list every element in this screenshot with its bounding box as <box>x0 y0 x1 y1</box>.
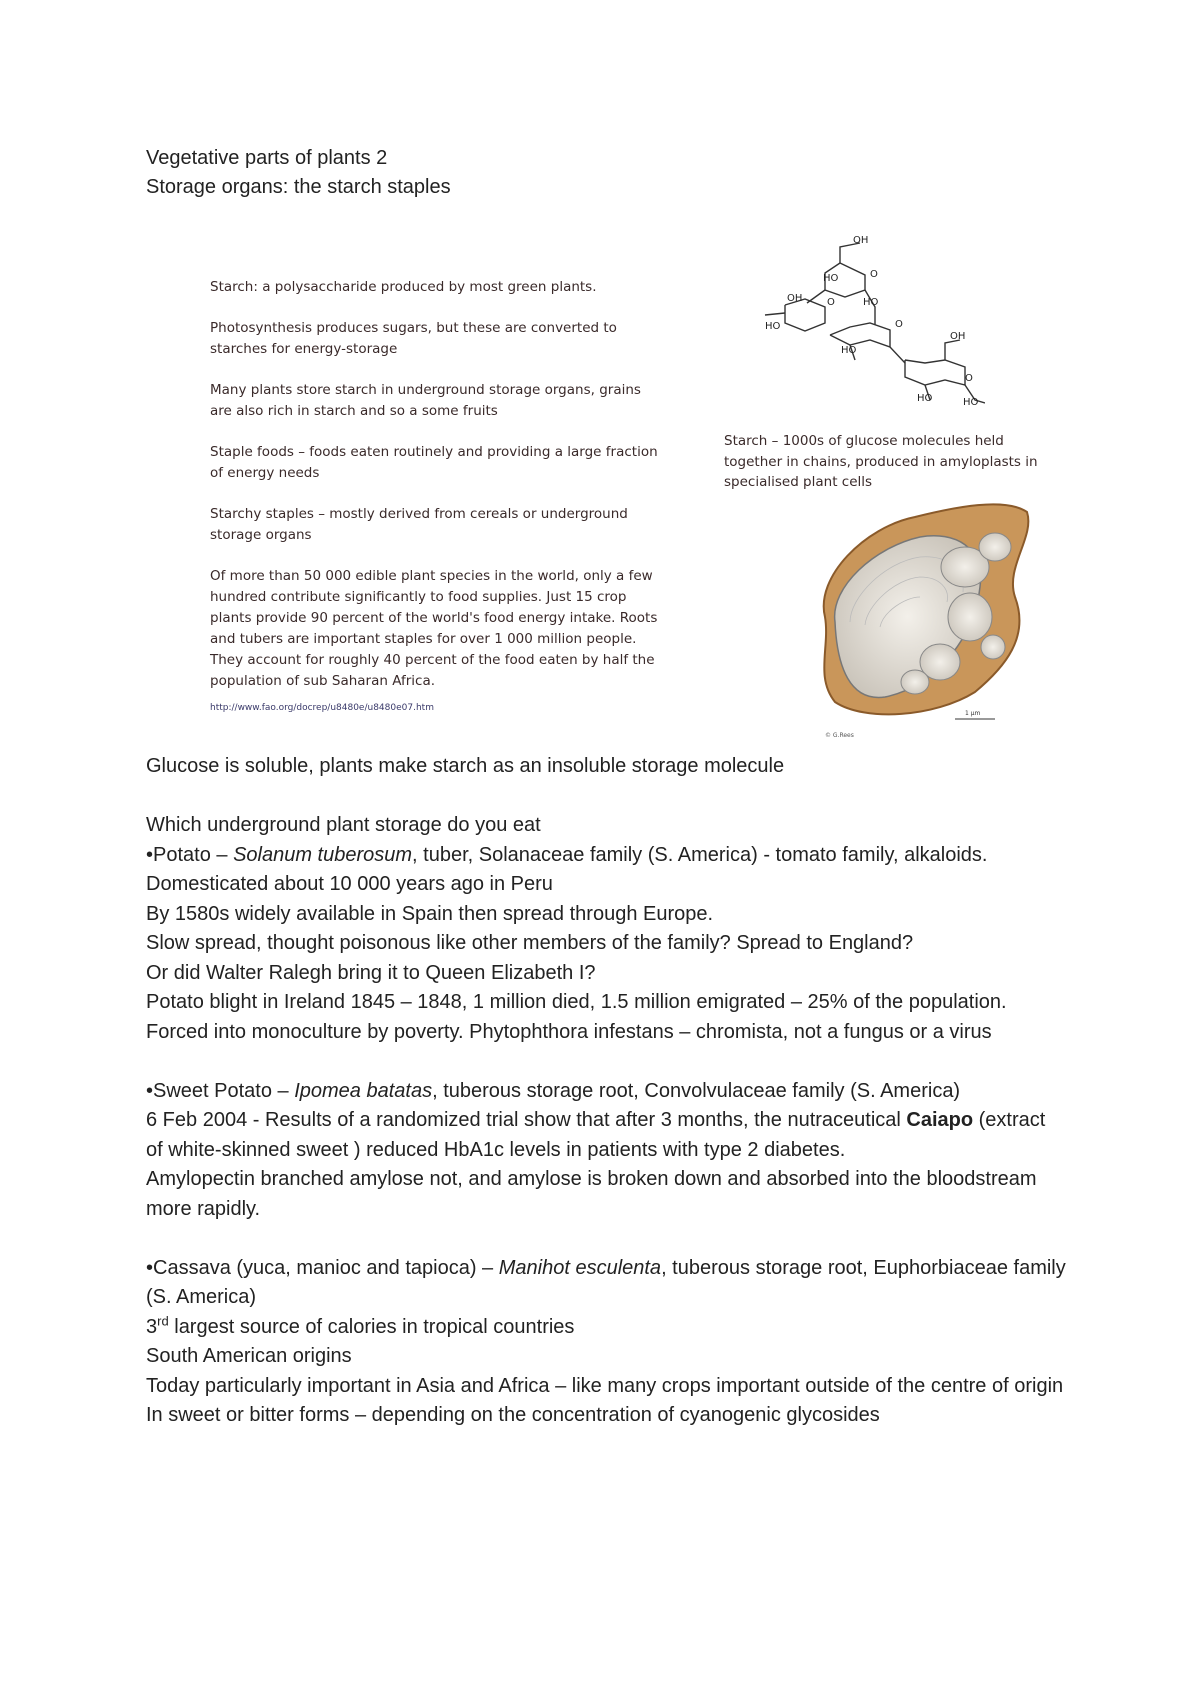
potato-line: Or did Walter Ralegh bring it to Queen Elizabeth I? <box>146 961 596 984</box>
embedded-slide-figure <box>200 235 1080 745</box>
mol-label-ho: HO <box>963 397 979 408</box>
body-text <box>146 752 1066 1431</box>
mol-label-oh: OH <box>787 293 803 304</box>
sweet-potato-prefix: •Sweet Potato – <box>146 1079 295 1102</box>
mol-label-ho: HO <box>917 393 933 404</box>
mol-label-oh: OH <box>950 331 966 342</box>
cassava-third-line <box>146 1313 1066 1343</box>
glucose-line: Glucose is soluble, plants make starch as an insoluble storage molecule <box>146 755 785 777</box>
slide-bullet: Photosynthesis produces sugars, but these are converted to starches for energy-storage <box>210 320 617 357</box>
slide-bullet: Of more than 50 000 edible plant species in the world, only a few hundred contribute significantly to food supplies. Just 15 crop plants provide 90 percent of the world's food energy intake. Roots and tubers are important staples for over 1 000 million people. They account for roughly 40 percent of the food eaten by half the population of sub Saharan Africa. <box>210 568 658 689</box>
potato-heading-rest: , tuber, Solanaceae family (S. America) - tomato family, alkaloids. <box>412 843 988 866</box>
slide-bullet: Starch: a polysaccharide produced by most green plants. <box>210 279 597 295</box>
cassava-heading-rest: , tuberous storage root, Euphorbiaceae family (S. America) <box>146 1256 1066 1308</box>
slide-bullet: Starchy staples – mostly derived from cereals or underground storage organs <box>210 506 628 543</box>
potato-line: Domesticated about 10 000 years ago in Peru <box>146 873 553 895</box>
slide-source-url: http://www.fao.org/docrep/u8480e/u8480e07.htm <box>210 703 434 713</box>
sweet-potato-heading-rest: , tuberous storage root, Convolvulaceae family (S. America) <box>432 1079 961 1102</box>
title-line-2: Storage organs: the starch staples <box>146 176 451 198</box>
caiapo-bold: Caiapo <box>906 1109 974 1131</box>
potato-line: By 1580s widely available in Spain then spread through Europe. <box>146 902 714 925</box>
amyloplast-micrograph <box>805 497 1035 727</box>
starch-caption: Starch – 1000s of glucose molecules held together in chains, produced in amyloplasts in specialised plant cells <box>724 433 1038 490</box>
potato-line: Potato blight in Ireland 1845 – 1848, 1 million died, 1.5 million emigrated – 25% of the population. Forced into monoculture by poverty. Phytophthora infestans – chromista, not a fungus or a virus <box>146 991 1007 1043</box>
mol-label-ho: HO <box>841 345 857 356</box>
slide-text <box>210 277 660 739</box>
mol-label-oh: OH <box>853 235 869 246</box>
potato-prefix: •Potato – <box>146 843 234 866</box>
mol-label-o: O <box>895 319 903 330</box>
mol-label-o: O <box>965 373 973 384</box>
title-block <box>146 144 451 202</box>
mol-label-ho: HO <box>863 297 879 308</box>
cassava-line: Today particularly important in Asia and Africa – like many crops important outside of the centre of origin <box>146 1374 1064 1397</box>
mol-label-o: O <box>870 269 878 280</box>
title-line-1: Vegetative parts of plants 2 <box>146 147 388 169</box>
potato-latin-name: Solanum tuberosum <box>233 843 413 866</box>
third-number: 3 <box>146 1315 158 1338</box>
cassava-heading <box>146 1254 1066 1313</box>
third-superscript: rd <box>157 1312 169 1328</box>
trial-text: 6 Feb 2004 - Results of a randomized trial show that after 3 months, the nutraceutical <box>146 1109 907 1131</box>
amylopectin-line: Amylopectin branched amylose not, and amylose is broken down and absorbed into the bloodstream more rapidly. <box>146 1168 1037 1220</box>
trial-text-rest: (extract of white-skinned sweet ) reduced HbA1c levels in patients with type 2 diabetes. <box>146 1109 1046 1161</box>
slide-bullet: Many plants store starch in underground storage organs, grains are also rich in starch and so a some fruits <box>210 382 641 419</box>
third-rest: largest source of calories in tropical countries <box>168 1315 575 1338</box>
potato-line: Slow spread, thought poisonous like other members of the family? Spread to England? <box>146 932 914 954</box>
scale-bar-label: 1 µm <box>965 710 981 717</box>
slide-bullet: Staple foods – foods eaten routinely and providing a large fraction of energy needs <box>210 444 658 481</box>
sweet-potato-latin-name: Ipomea batatas <box>294 1079 433 1102</box>
mol-label-ho: HO <box>823 273 839 284</box>
sweet-potato-heading <box>146 1077 1066 1107</box>
potato-heading <box>146 841 1066 871</box>
mol-label-ho: HO <box>765 321 781 332</box>
sweet-potato-trial <box>146 1106 1066 1165</box>
cassava-line: In sweet or bitter forms – depending on the concentration of cyanogenic glycosides <box>146 1404 880 1426</box>
mol-label-o: O <box>827 297 835 308</box>
cassava-latin-name: Manihot esculenta <box>498 1256 662 1279</box>
cassava-prefix: •Cassava (yuca, manioc and tapioca) – <box>146 1256 499 1279</box>
question-line: Which underground plant storage do you eat <box>146 814 541 836</box>
micrograph-credit: © G.Rees <box>825 732 854 739</box>
cassava-line: South American origins <box>146 1345 352 1367</box>
starch-molecule-diagram <box>745 235 985 420</box>
